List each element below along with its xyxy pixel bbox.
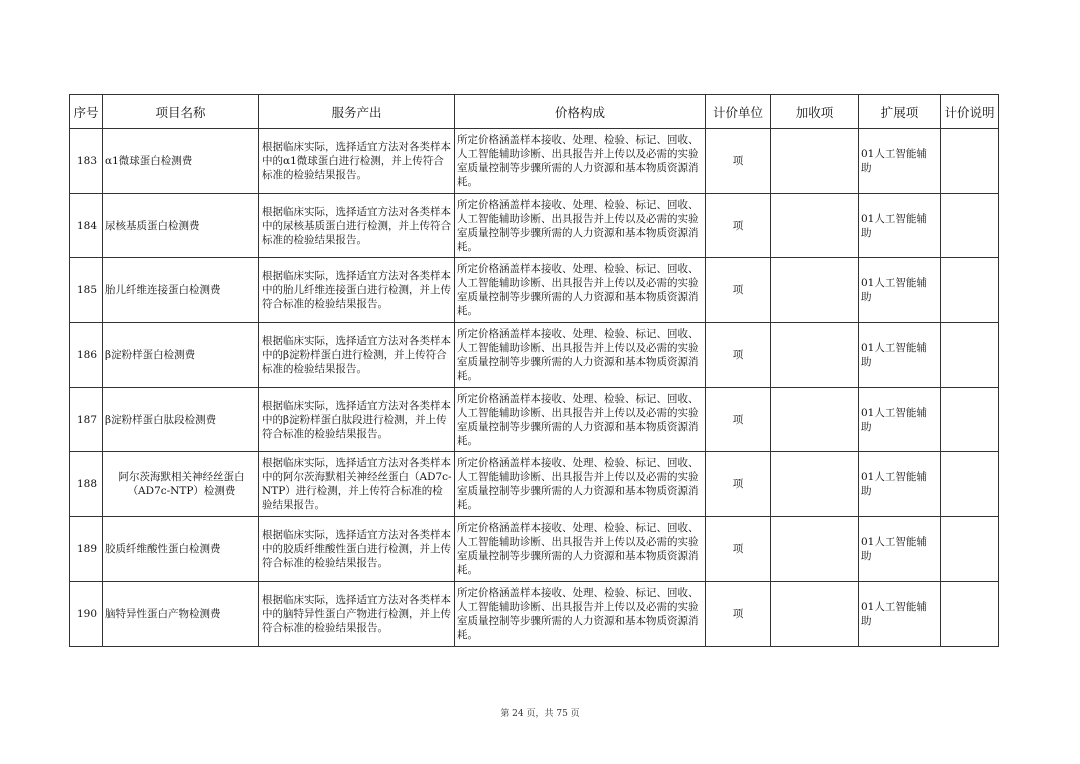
cell-name: 脑特异性蛋白产物检测费: [103, 581, 259, 646]
cell-service: 根据临床实际，选择适宜方法对各类样本中的β淀粉样蛋白肽段进行检测，并上传符合标准的检验结果报告。: [259, 387, 455, 452]
table-row: [70, 581, 999, 646]
cell-seq: 189: [70, 517, 103, 582]
cell-name: 胎儿纤维连接蛋白检测费: [103, 258, 259, 323]
cell-note: [941, 452, 999, 517]
cell-surcharge: [771, 517, 859, 582]
cell-note: [941, 129, 999, 194]
cell-extension: 01人工智能辅助: [859, 452, 941, 517]
table-header: [70, 95, 999, 129]
table-row: [70, 258, 999, 323]
header-surcharge: 加收项: [771, 95, 859, 129]
page-footer: 第 24 页，共 75 页: [500, 709, 580, 719]
cell-price: 所定价格涵盖样本接收、处理、检验、标记、回收、人工智能辅助诊断、出具报告并上传以及必需的实验室质量控制等步骤所需的人力资源和基本物质资源消耗。: [455, 193, 706, 258]
cell-unit: 项: [706, 517, 771, 582]
table-row: [70, 129, 999, 194]
cell-unit: 项: [706, 452, 771, 517]
table-row: [70, 323, 999, 388]
cell-note: [941, 387, 999, 452]
cell-name: α1微球蛋白检测费: [103, 129, 259, 194]
header-seq: 序号: [70, 95, 103, 129]
table-row: [70, 517, 999, 582]
header-service: 服务产出: [259, 95, 455, 129]
header-price: 价格构成: [455, 95, 706, 129]
cell-unit: 项: [706, 581, 771, 646]
cell-price: 所定价格涵盖样本接收、处理、检验、标记、回收、人工智能辅助诊断、出具报告并上传以及必需的实验室质量控制等步骤所需的人力资源和基本物质资源消耗。: [455, 258, 706, 323]
cell-surcharge: [771, 258, 859, 323]
cell-price: 所定价格涵盖样本接收、处理、检验、标记、回收、人工智能辅助诊断、出具报告并上传以及必需的实验室质量控制等步骤所需的人力资源和基本物质资源消耗。: [455, 129, 706, 194]
table-body: [70, 129, 999, 647]
cell-seq: 186: [70, 323, 103, 388]
cell-service: 根据临床实际，选择适宜方法对各类样本中的脑特异性蛋白产物进行检测，并上传符合标准的检验结果报告。: [259, 581, 455, 646]
cell-note: [941, 258, 999, 323]
cell-surcharge: [771, 581, 859, 646]
table-row: [70, 452, 999, 517]
cell-price: 所定价格涵盖样本接收、处理、检验、标记、回收、人工智能辅助诊断、出具报告并上传以及必需的实验室质量控制等步骤所需的人力资源和基本物质资源消耗。: [455, 452, 706, 517]
cell-extension: 01人工智能辅助: [859, 129, 941, 194]
cell-price: 所定价格涵盖样本接收、处理、检验、标记、回收、人工智能辅助诊断、出具报告并上传以及必需的实验室质量控制等步骤所需的人力资源和基本物质资源消耗。: [455, 323, 706, 388]
cell-surcharge: [771, 129, 859, 194]
table-row: [70, 387, 999, 452]
cell-name: 胶质纤维酸性蛋白检测费: [103, 517, 259, 582]
cell-unit: 项: [706, 193, 771, 258]
header-unit: 计价单位: [706, 95, 771, 129]
cell-name: 阿尔茨海默相关神经丝蛋白（AD7c-NTP）检测费: [103, 452, 259, 517]
cell-note: [941, 517, 999, 582]
cell-service: 根据临床实际，选择适宜方法对各类样本中的胎儿纤维连接蛋白进行检测，并上传符合标准的检验结果报告。: [259, 258, 455, 323]
cell-extension: 01人工智能辅助: [859, 581, 941, 646]
cell-extension: 01人工智能辅助: [859, 193, 941, 258]
cell-surcharge: [771, 452, 859, 517]
cell-service: 根据临床实际，选择适宜方法对各类样本中的尿核基质蛋白进行检测，并上传符合标准的检验结果报告。: [259, 193, 455, 258]
cell-unit: 项: [706, 129, 771, 194]
cell-extension: 01人工智能辅助: [859, 387, 941, 452]
cell-service: 根据临床实际，选择适宜方法对各类样本中的β淀粉样蛋白进行检测，并上传符合标准的检验结果报告。: [259, 323, 455, 388]
table-row: [70, 193, 999, 258]
cell-price: 所定价格涵盖样本接收、处理、检验、标记、回收、人工智能辅助诊断、出具报告并上传以及必需的实验室质量控制等步骤所需的人力资源和基本物质资源消耗。: [455, 581, 706, 646]
cell-note: [941, 581, 999, 646]
header-note: 计价说明: [941, 95, 999, 129]
cell-price: 所定价格涵盖样本接收、处理、检验、标记、回收、人工智能辅助诊断、出具报告并上传以及必需的实验室质量控制等步骤所需的人力资源和基本物质资源消耗。: [455, 387, 706, 452]
cell-note: [941, 323, 999, 388]
cell-price: 所定价格涵盖样本接收、处理、检验、标记、回收、人工智能辅助诊断、出具报告并上传以及必需的实验室质量控制等步骤所需的人力资源和基本物质资源消耗。: [455, 517, 706, 582]
cell-surcharge: [771, 193, 859, 258]
cell-name: 尿核基质蛋白检测费: [103, 193, 259, 258]
cell-surcharge: [771, 387, 859, 452]
cell-extension: 01人工智能辅助: [859, 323, 941, 388]
header-extension: 扩展项: [859, 95, 941, 129]
cell-seq: 190: [70, 581, 103, 646]
cell-service: 根据临床实际，选择适宜方法对各类样本中的胶质纤维酸性蛋白进行检测，并上传符合标准的检验结果报告。: [259, 517, 455, 582]
cell-service: 根据临床实际，选择适宜方法对各类样本中的α1微球蛋白进行检测，并上传符合标准的检验结果报告。: [259, 129, 455, 194]
cell-extension: 01人工智能辅助: [859, 258, 941, 323]
cell-name: β淀粉样蛋白检测费: [103, 323, 259, 388]
cell-service: 根据临床实际，选择适宜方法对各类样本中的阿尔茨海默相关神经丝蛋白（AD7c-NTP）进行检测，并上传符合标准的检验结果报告。: [259, 452, 455, 517]
cell-seq: 185: [70, 258, 103, 323]
cell-surcharge: [771, 323, 859, 388]
header-row: [70, 95, 999, 129]
cell-seq: 187: [70, 387, 103, 452]
cell-seq: 183: [70, 129, 103, 194]
cell-name: β淀粉样蛋白肽段检测费: [103, 387, 259, 452]
cell-extension: 01人工智能辅助: [859, 517, 941, 582]
header-name: 项目名称: [103, 95, 259, 129]
cell-unit: 项: [706, 258, 771, 323]
cell-note: [941, 193, 999, 258]
cell-unit: 项: [706, 387, 771, 452]
cell-seq: 184: [70, 193, 103, 258]
pricing-table: [69, 94, 999, 647]
cell-seq: 188: [70, 452, 103, 517]
cell-unit: 项: [706, 323, 771, 388]
